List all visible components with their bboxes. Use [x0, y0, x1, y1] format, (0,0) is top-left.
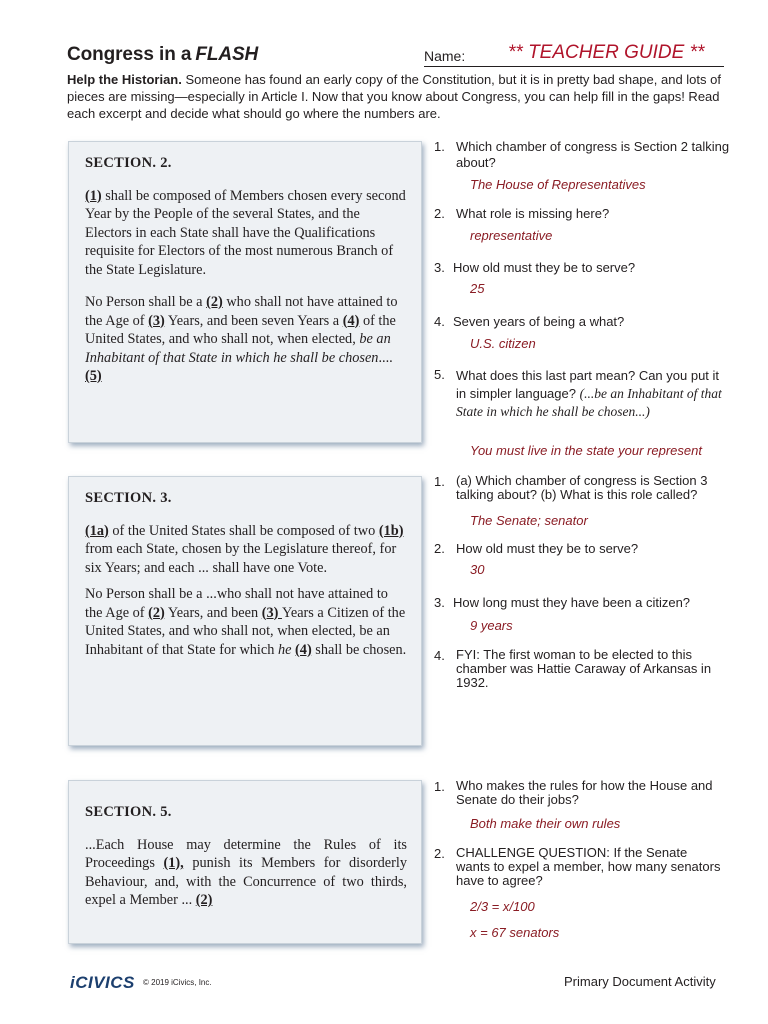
answer-text: 25 — [470, 281, 485, 296]
name-line — [424, 66, 724, 67]
excerpt-text: .... — [378, 349, 393, 366]
name-label: Name: — [424, 48, 466, 64]
question-item — [434, 779, 724, 807]
blank-marker: (5) — [85, 368, 102, 384]
answer-text: The Senate; senator — [470, 513, 588, 528]
question-text: (a) Which chamber of congress is Section 3 talking about? (b) What is this role called? — [456, 473, 708, 502]
question-text: What role is missing here? — [456, 206, 610, 221]
intro-text: Someone has found an early copy of the Constitution, but it is in pretty bad shape, and lots of pieces are missing—especially in Article I. Now that you know about Congress, you can help fill in the gaps! Read each excerpt and decide what should go where the numbers are. — [67, 72, 721, 121]
answer-text: U.S. citizen — [470, 336, 536, 351]
answer-text: Both make their own rules — [470, 816, 621, 831]
excerpt-text: Years, and been seven Years a — [164, 312, 343, 329]
blank-marker: (1a) — [85, 522, 109, 539]
answer-text: 9 years — [470, 618, 513, 633]
excerpt-text: Years a Citizen of the United States, and who shall not, when elected, be an Inhabitant of that State for which — [85, 604, 406, 658]
question-text: Who makes the rules for how the House and Senate do their jobs? — [456, 778, 713, 807]
section-3-heading: SECTION. 3. — [85, 490, 172, 506]
excerpt-italic: be an Inhabitant of that State in which he shall be chosen — [85, 331, 391, 366]
question-number: 4. — [434, 648, 445, 663]
excerpt-text: ...Each House may determine the Rules of its Proceedings — [85, 836, 407, 871]
excerpt-text: No Person shall be a — [85, 294, 207, 310]
question-item — [434, 206, 734, 222]
question-text: FYI: The first woman to be elected to this chamber was Hattie Caraway of Arkansas in 1932. — [456, 647, 712, 690]
question-text: CHALLENGE QUESTION: If the Senate wants to expel a member, how many senators have to agree? — [456, 845, 721, 888]
excerpt-text: Years, and been — [164, 604, 262, 621]
answer-text: 30 — [470, 562, 485, 577]
question-number: 1. — [434, 474, 445, 489]
question-item — [434, 595, 734, 611]
section-5-excerpt — [68, 780, 422, 944]
answer-text: The House of Representatives — [470, 177, 646, 192]
blank-marker: (2) — [206, 294, 223, 310]
blank-marker: (4) — [342, 312, 360, 329]
question-number: 4. — [434, 314, 445, 329]
title-flash: FLASH — [195, 44, 259, 65]
icivics-logo: iCIVICS — [70, 973, 135, 992]
section-3-paragraph-2 — [85, 585, 407, 659]
question-text-part: What does this last part mean? Can you put it in simpler language? — [456, 368, 720, 401]
section-3-excerpt — [68, 476, 422, 746]
question-item — [434, 846, 724, 888]
question-item — [434, 314, 734, 330]
blank-marker: (1), — [163, 855, 184, 871]
question-number: 1. — [434, 779, 445, 794]
blank-marker: (3) — [261, 604, 282, 621]
question-text-italic: (...be an Inhabitant of that State in which he shall be chosen...) — [456, 386, 722, 419]
blank-marker: (1b) — [378, 522, 404, 539]
excerpt-text: from each State, chosen by the Legislature thereof, for six Years; and each ... shall have one Vote. — [85, 541, 397, 576]
question-number: 2. — [434, 846, 445, 861]
excerpt-text: who shall not have attained to the Age of — [85, 294, 398, 329]
blank-marker: (2) — [148, 604, 165, 621]
intro-bold: Help the Historian. — [67, 72, 182, 87]
question-text: How old must they be to serve? — [453, 260, 636, 275]
question-number: 3. — [434, 595, 445, 610]
question-number: 1. — [434, 139, 445, 154]
question-item — [434, 541, 734, 557]
section-5-heading: SECTION. 5. — [85, 804, 172, 820]
question-item — [434, 474, 734, 502]
answer-text: representative — [470, 228, 553, 243]
question-item — [434, 139, 734, 171]
section-5-paragraph-1 — [85, 836, 407, 910]
title-main: Congress in a — [67, 44, 192, 65]
question-text: How long must they have been a citizen? — [453, 595, 691, 610]
excerpt-text: No Person shall be a ...who shall not have attained to the Age of — [85, 586, 388, 621]
answer-text: 2/3 = x/100 — [470, 899, 535, 914]
teacher-guide-label: ** TEACHER GUIDE ** — [508, 42, 705, 63]
section-2-heading: SECTION. 2. — [85, 155, 172, 171]
section-3-paragraph-1 — [85, 522, 407, 578]
excerpt-text: punish its Members for disorderly Behaviour, and, with the Concurrence of two thirds, expel a Member ... — [85, 855, 407, 908]
intro-paragraph — [67, 71, 727, 122]
question-item — [434, 367, 724, 421]
section-2-paragraph-2 — [85, 293, 407, 386]
question-text: Seven years of being a what? — [453, 314, 625, 329]
section-2-excerpt — [68, 141, 422, 443]
excerpt-italic: he — [277, 641, 292, 658]
blank-marker: (1) — [85, 187, 102, 204]
question-number: 3. — [434, 260, 445, 275]
excerpt-text: shall be composed of Members chosen every second Year by the People of the several States, and the Electors in each State shall have the Qualifications requisite for Electors of the most numerous Branch of the State Legislature. — [85, 187, 406, 278]
answer-text: You must live in the state your represent — [470, 443, 702, 458]
copyright-text: © 2019 iCivics, Inc. — [143, 978, 212, 987]
answer-text: x = 67 senators — [470, 925, 560, 940]
blank-marker: (4) — [295, 641, 312, 658]
blank-marker: (3) — [148, 312, 165, 329]
page-title — [67, 44, 258, 66]
section-2-paragraph-1 — [85, 187, 407, 280]
excerpt-text: of the United States shall be composed of two — [108, 522, 379, 539]
question-item — [434, 260, 734, 276]
question-number: 5. — [434, 367, 445, 382]
question-number: 2. — [434, 541, 445, 556]
question-number: 2. — [434, 206, 445, 221]
blank-marker: (2) — [195, 892, 213, 908]
question-text: How old must they be to serve? — [456, 541, 639, 556]
excerpt-text: shall be chosen. — [311, 641, 407, 658]
footer-activity-label: Primary Document Activity — [564, 974, 716, 989]
question-text: Which chamber of congress is Section 2 talking about? — [456, 139, 730, 170]
question-item — [434, 648, 724, 690]
question-text — [456, 367, 724, 421]
excerpt-text: of the United States, and who shall not, when elected, — [85, 312, 396, 347]
